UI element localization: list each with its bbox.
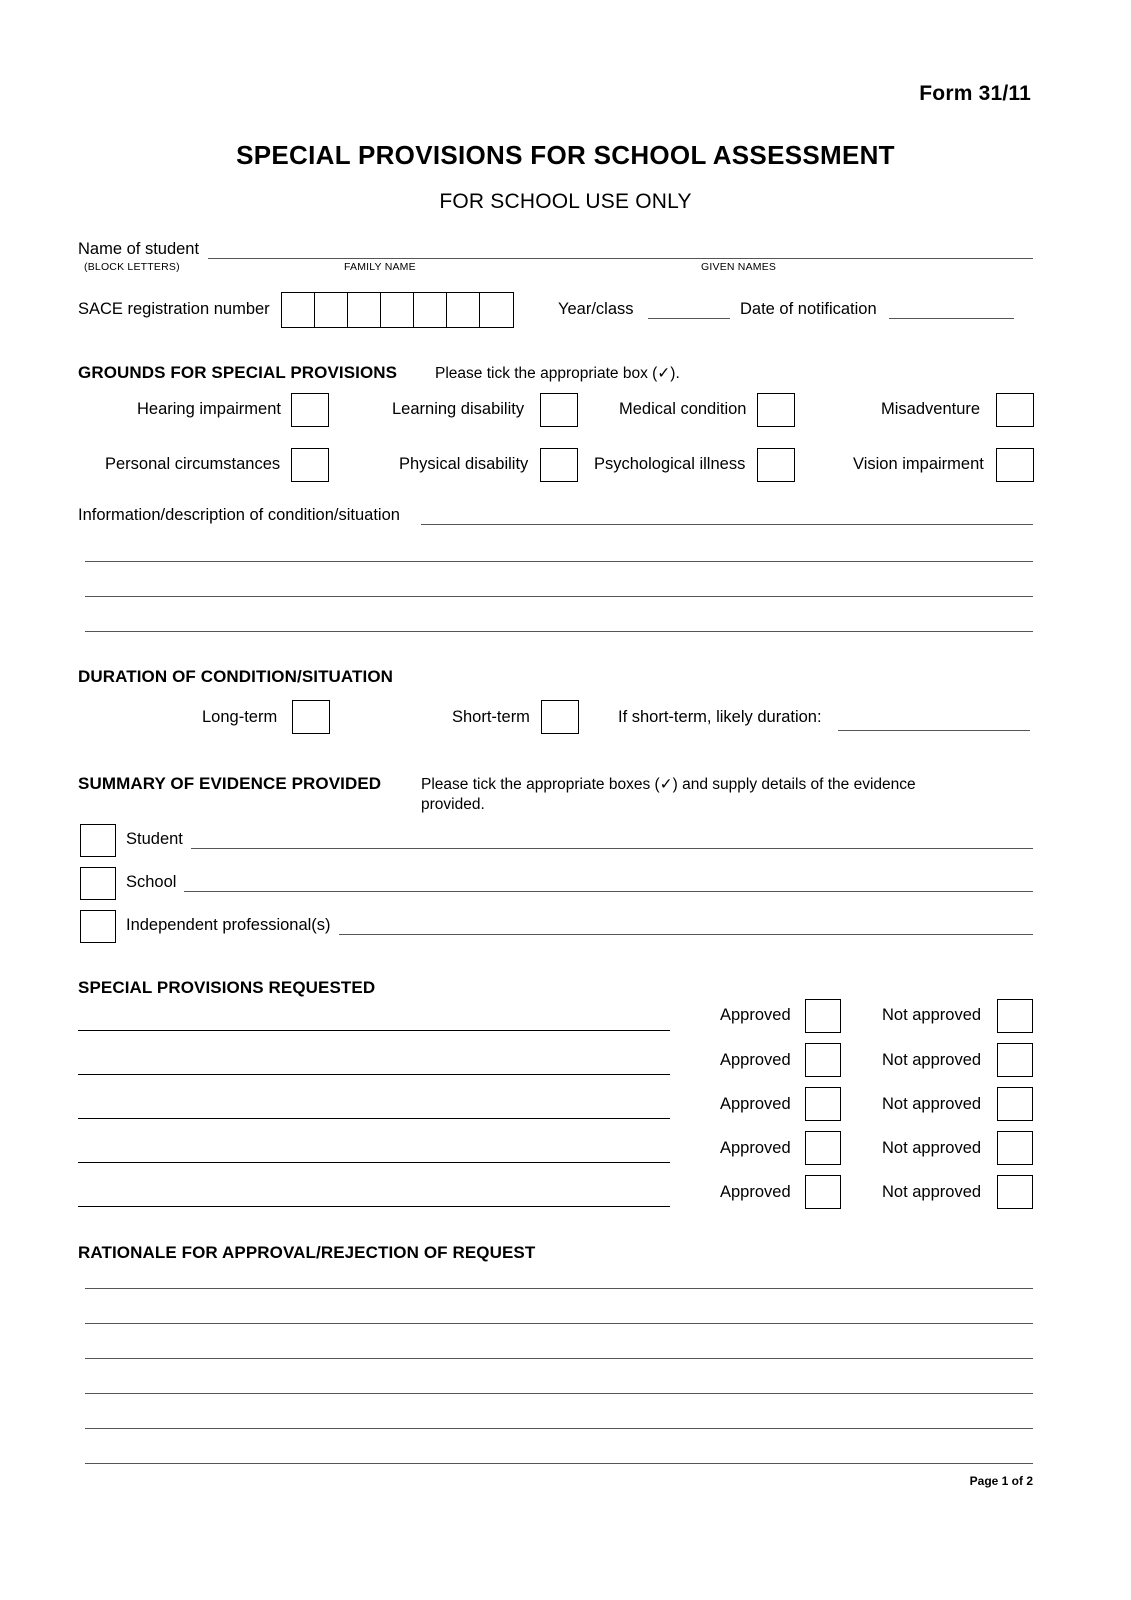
ground-label-physical-disability: Physical disability xyxy=(399,455,529,473)
duration-checkbox-short-term[interactable] xyxy=(541,700,579,734)
ground-checkbox-medical-condition[interactable] xyxy=(757,393,795,427)
date-of-notification-label: Date of notification xyxy=(740,300,877,318)
ground-checkbox-learning-disability[interactable] xyxy=(540,393,578,427)
sace-digit-cell[interactable] xyxy=(348,293,381,327)
date-of-notification-line[interactable] xyxy=(889,318,1014,319)
provision-not-approved-checkbox[interactable] xyxy=(997,1087,1033,1121)
duration-label-long-term: Long-term xyxy=(202,708,278,726)
ground-checkbox-psychological-illness[interactable] xyxy=(757,448,795,482)
ground-checkbox-misadventure[interactable] xyxy=(996,393,1034,427)
duration-label-short-term: Short-term xyxy=(452,708,530,726)
evidence-line-school[interactable] xyxy=(184,891,1033,892)
rationale-line[interactable] xyxy=(85,1358,1033,1359)
evidence-checkbox-school[interactable] xyxy=(80,867,116,900)
page-title: SPECIAL PROVISIONS FOR SCHOOL ASSESSMENT xyxy=(236,140,895,170)
duration-heading: DURATION OF CONDITION/SITUATION xyxy=(78,667,394,686)
provision-approved-checkbox[interactable] xyxy=(805,1131,841,1165)
provision-approved-checkbox[interactable] xyxy=(805,1043,841,1077)
provision-not-approved-checkbox[interactable] xyxy=(997,1131,1033,1165)
year-class-line[interactable] xyxy=(648,318,730,319)
provision-not-approved-checkbox[interactable] xyxy=(997,1043,1033,1077)
sace-digit-cell[interactable] xyxy=(315,293,348,327)
provision-not-approved-checkbox[interactable] xyxy=(997,999,1033,1033)
evidence-label-student: Student xyxy=(126,830,183,848)
student-name-line[interactable] xyxy=(208,258,1033,259)
rationale-line[interactable] xyxy=(85,1288,1033,1289)
provision-approved-label: Approved xyxy=(720,1183,791,1201)
form-number: Form 31/11 xyxy=(919,82,1031,105)
provision-not-approved-checkbox[interactable] xyxy=(997,1175,1033,1209)
ground-label-misadventure: Misadventure xyxy=(881,400,981,418)
sace-digit-cell[interactable] xyxy=(480,293,513,327)
evidence-checkbox-independent-professionals[interactable] xyxy=(80,910,116,943)
likely-duration-line[interactable] xyxy=(838,730,1030,731)
sace-digit-cell[interactable] xyxy=(282,293,315,327)
description-line[interactable] xyxy=(85,631,1033,632)
rationale-line[interactable] xyxy=(85,1428,1033,1429)
provision-not-approved-label: Not approved xyxy=(882,1006,982,1024)
description-line[interactable] xyxy=(421,524,1033,525)
evidence-checkbox-student[interactable] xyxy=(80,824,116,857)
ground-checkbox-personal-circumstances[interactable] xyxy=(291,448,329,482)
provision-approved-label: Approved xyxy=(720,1006,791,1024)
provision-approved-label: Approved xyxy=(720,1095,791,1113)
ground-label-learning-disability: Learning disability xyxy=(392,400,525,418)
grounds-heading: GROUNDS FOR SPECIAL PROVISIONS xyxy=(78,363,398,382)
provision-line[interactable] xyxy=(78,1206,670,1207)
page-footer: Page 1 of 2 xyxy=(969,1474,1033,1488)
evidence-note: Please tick the appropriate boxes (✓) and supply details of the evidence provided. xyxy=(421,776,916,813)
description-line[interactable] xyxy=(85,596,1033,597)
given-names-caption: GIVEN NAMES xyxy=(701,261,777,273)
provision-approved-checkbox[interactable] xyxy=(805,1175,841,1209)
ground-label-vision-impairment: Vision impairment xyxy=(853,455,984,473)
rationale-heading: RATIONALE FOR APPROVAL/REJECTION OF REQUEST xyxy=(78,1243,536,1262)
provision-not-approved-label: Not approved xyxy=(882,1139,982,1157)
ground-label-hearing-impairment: Hearing impairment xyxy=(137,400,281,418)
sace-registration-input[interactable] xyxy=(281,292,514,328)
evidence-heading: SUMMARY OF EVIDENCE PROVIDED xyxy=(78,774,382,793)
rationale-line[interactable] xyxy=(85,1393,1033,1394)
evidence-line-independent-professionals[interactable] xyxy=(339,934,1033,935)
ground-checkbox-hearing-impairment[interactable] xyxy=(291,393,329,427)
sace-digit-cell[interactable] xyxy=(414,293,447,327)
description-line[interactable] xyxy=(85,561,1033,562)
ground-label-personal-circumstances: Personal circumstances xyxy=(105,455,281,473)
ground-label-medical-condition: Medical condition xyxy=(619,400,747,418)
provisions-heading: SPECIAL PROVISIONS REQUESTED xyxy=(78,978,376,997)
evidence-line-student[interactable] xyxy=(191,848,1033,849)
sace-digit-cell[interactable] xyxy=(447,293,480,327)
provision-line[interactable] xyxy=(78,1030,670,1031)
provision-approved-checkbox[interactable] xyxy=(805,1087,841,1121)
evidence-label-school: School xyxy=(126,873,177,891)
grounds-note: Please tick the appropriate box (✓). xyxy=(435,365,680,382)
provision-not-approved-label: Not approved xyxy=(882,1051,982,1069)
rationale-line[interactable] xyxy=(85,1463,1033,1464)
provision-approved-label: Approved xyxy=(720,1139,791,1157)
provision-line[interactable] xyxy=(78,1118,670,1119)
provision-not-approved-label: Not approved xyxy=(882,1183,982,1201)
student-name-label: Name of student xyxy=(78,240,200,258)
sace-registration-label: SACE registration number xyxy=(78,300,270,318)
family-name-caption: FAMILY NAME xyxy=(344,261,416,273)
ground-checkbox-vision-impairment[interactable] xyxy=(996,448,1034,482)
provision-line[interactable] xyxy=(78,1074,670,1075)
duration-checkbox-long-term[interactable] xyxy=(292,700,330,734)
provision-not-approved-label: Not approved xyxy=(882,1095,982,1113)
evidence-label-independent-professionals: Independent professional(s) xyxy=(126,916,331,934)
description-label: Information/description of condition/situation xyxy=(78,506,400,524)
provision-line[interactable] xyxy=(78,1162,670,1163)
rationale-line[interactable] xyxy=(85,1323,1033,1324)
likely-duration-label: If short-term, likely duration: xyxy=(618,708,822,726)
year-class-label: Year/class xyxy=(558,300,634,318)
ground-checkbox-physical-disability[interactable] xyxy=(540,448,578,482)
sace-digit-cell[interactable] xyxy=(381,293,414,327)
block-letters-note: (BLOCK LETTERS) xyxy=(84,261,180,273)
provision-approved-checkbox[interactable] xyxy=(805,999,841,1033)
ground-label-psychological-illness: Psychological illness xyxy=(594,455,746,473)
page-subtitle: FOR SCHOOL USE ONLY xyxy=(439,190,692,213)
provision-approved-label: Approved xyxy=(720,1051,791,1069)
